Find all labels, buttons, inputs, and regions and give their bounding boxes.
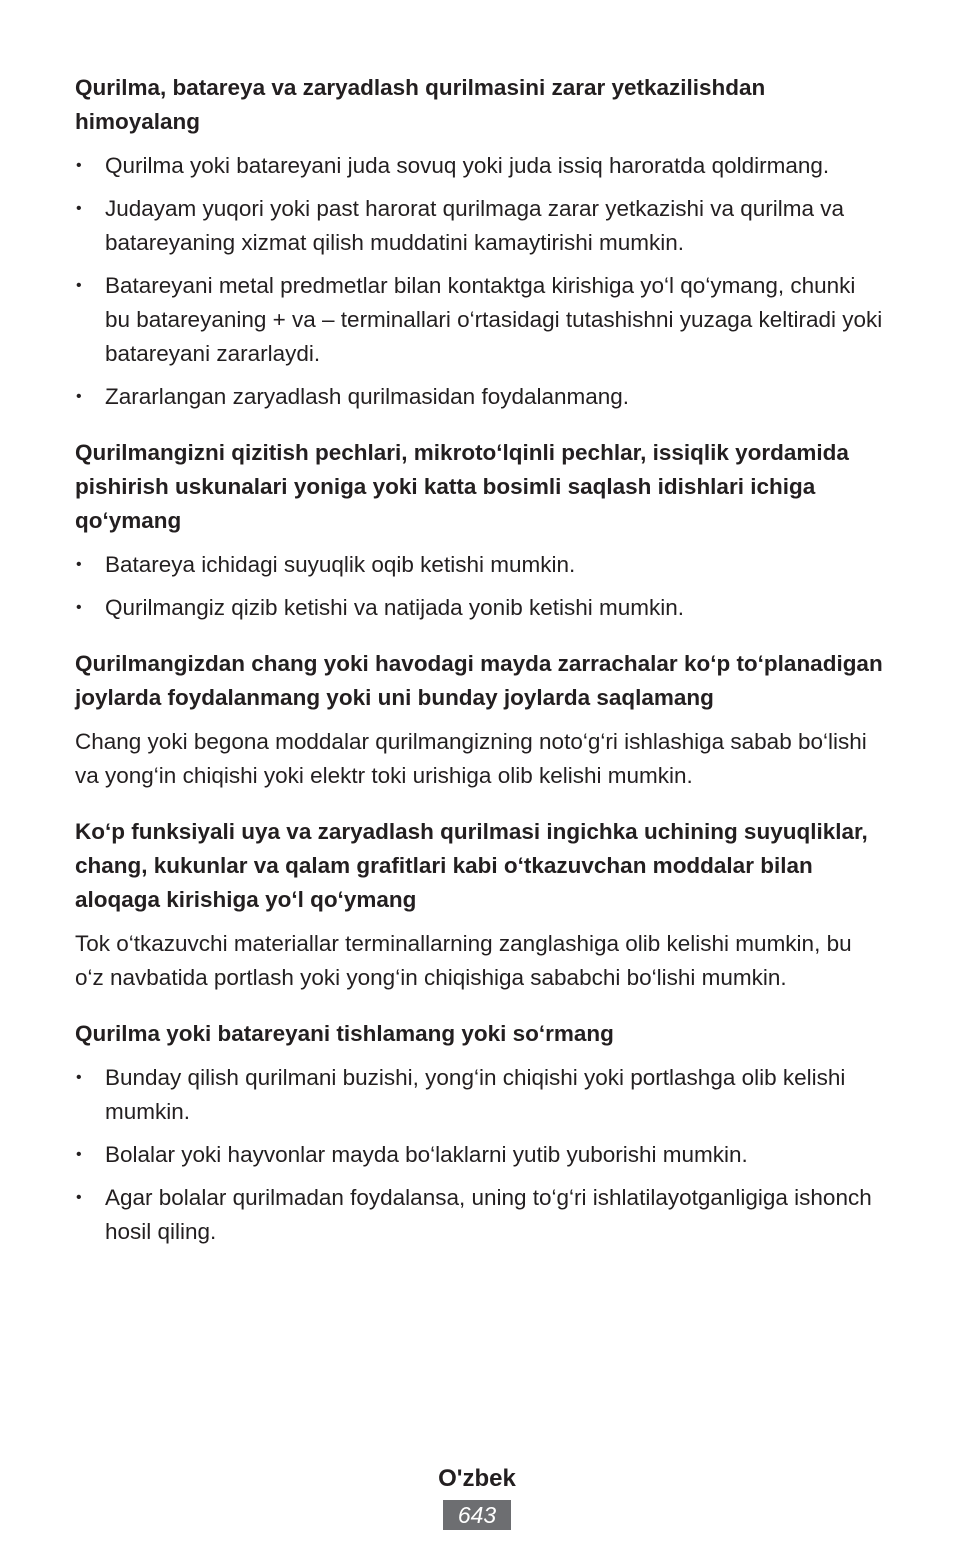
section-heat-sources bbox=[75, 436, 885, 625]
section-dust bbox=[75, 647, 885, 793]
section-paragraph: Tok o‘tkazuvchi materiallar terminallarning zanglashiga olib kelishi mumkin, bu o‘z navbatida portlash yoki yong‘in chiqishiga sababchi bo‘lishi mumkin. bbox=[75, 931, 852, 990]
section-conductive-materials bbox=[75, 815, 885, 995]
page-footer bbox=[0, 1462, 954, 1530]
section-heading: Qurilmangizdan chang yoki havodagi mayda zarrachalar ko‘p to‘planadigan joylarda foydalanmang yoki uni bunday joylarda saqlamang bbox=[75, 651, 883, 710]
bullet-item: • Qurilmangiz qizib ketishi va natijada yonib ketishi mumkin. bbox=[75, 591, 885, 625]
bullet-item: • Judayam yuqori yoki past harorat qurilmaga zarar yetkazishi va qurilma va batareyaning xizmat qilish muddatini kamaytirishi mumkin. bbox=[75, 192, 885, 260]
bullet-item: • Batareyani metal predmetlar bilan kontaktga kirishiga yo‘l qo‘ymang, chunki bu batareyaning + va – terminallari o‘rtasidagi tutashishni yuzaga keltiradi yoki batareyani zararlaydi. bbox=[75, 269, 885, 371]
section-do-not-bite bbox=[75, 1017, 885, 1249]
page-number: 643 bbox=[443, 1500, 511, 1530]
bullet-list bbox=[75, 548, 885, 625]
section-heading: Ko‘p funksiyali uya va zaryadlash qurilmasi ingichka uchining suyuqliklar, chang, kukunlar va qalam grafitlari kabi o‘tkazuvchan moddalar bilan aloqaga kirishiga yo‘l qo‘ymang bbox=[75, 819, 868, 912]
bullet-item: • Bolalar yoki hayvonlar mayda bo‘laklarni yutib yuborishi mumkin. bbox=[75, 1138, 885, 1172]
bullet-item: • Batareya ichidagi suyuqlik oqib ketishi mumkin. bbox=[75, 548, 885, 582]
bullet-item: • Zararlangan zaryadlash qurilmasidan foydalanmang. bbox=[75, 380, 885, 414]
section-heading: Qurilma, batareya va zaryadlash qurilmasini zarar yetkazilishdan himoyalang bbox=[75, 75, 766, 134]
bullet-item: • Qurilma yoki batareyani juda sovuq yoki juda issiq haroratda qoldirmang. bbox=[75, 149, 885, 183]
bullet-list bbox=[75, 149, 885, 414]
section-heading: Qurilmangizni qizitish pechlari, mikroto‘lqinli pechlar, issiqlik yordamida pishirish uskunalari yoniga yoki katta bosimli saqlash idishlari ichiga qo‘ymang bbox=[75, 440, 849, 533]
section-heading: Qurilma yoki batareyani tishlamang yoki so‘rmang bbox=[75, 1021, 614, 1046]
page-content bbox=[75, 71, 885, 1271]
footer-language: O'zbek bbox=[438, 1465, 516, 1492]
section-paragraph: Chang yoki begona moddalar qurilmangizning noto‘g‘ri ishlashiga sabab bo‘lishi va yong‘in chiqishi yoki elektr toki urishiga olib kelishi mumkin. bbox=[75, 729, 867, 788]
section-device-protection bbox=[75, 71, 885, 414]
bullet-list bbox=[75, 1061, 885, 1249]
bullet-item: • Bunday qilish qurilmani buzishi, yong‘in chiqishi yoki portlashga olib kelishi mumkin. bbox=[75, 1061, 885, 1129]
bullet-item: • Agar bolalar qurilmadan foydalansa, uning to‘g‘ri ishlatilayotganligiga ishonch hosil qiling. bbox=[75, 1181, 885, 1249]
